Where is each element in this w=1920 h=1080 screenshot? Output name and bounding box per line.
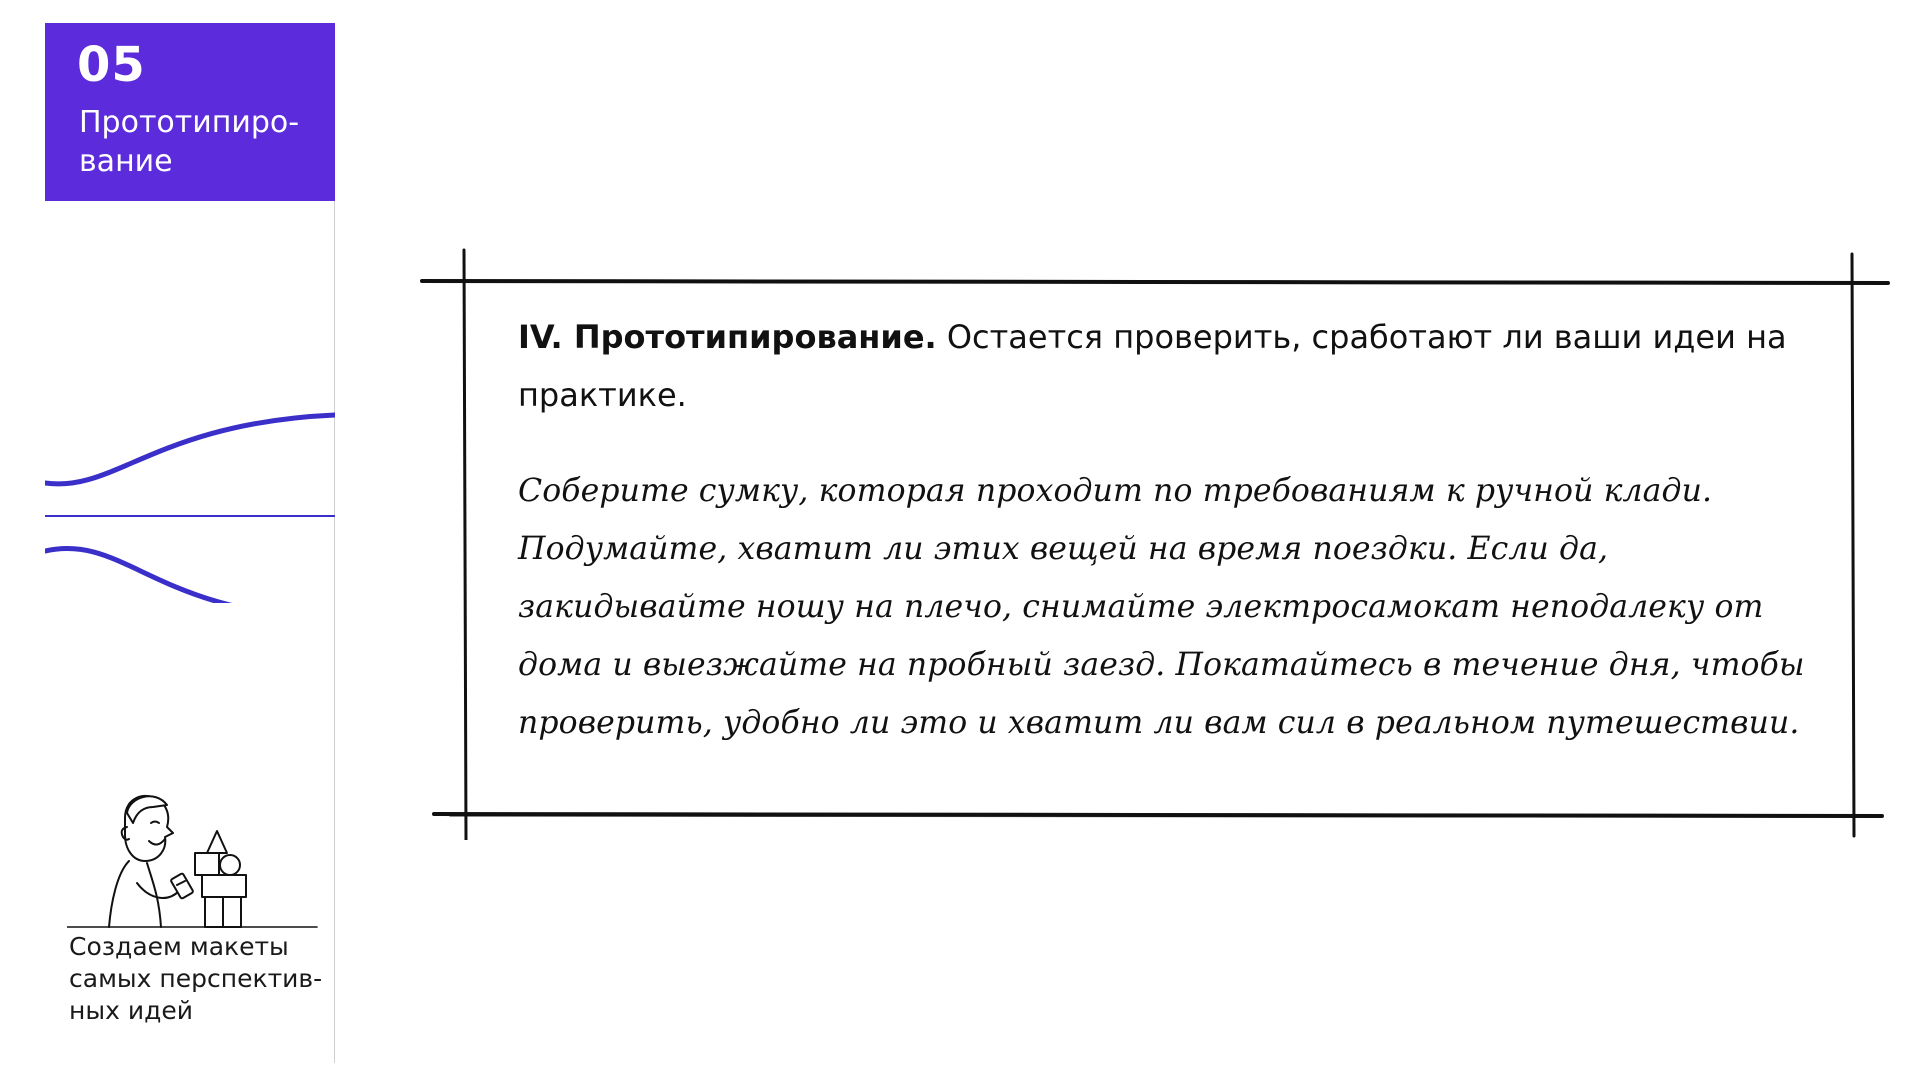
card-content bbox=[518, 308, 1818, 752]
card-heading: IV. Прототипирование. bbox=[518, 318, 937, 356]
step-number: 05 bbox=[77, 37, 146, 93]
step-caption: Создаем макеты самых перспектив-ных идей bbox=[69, 932, 323, 1025]
person-building-blocks-icon bbox=[67, 783, 327, 943]
step-header bbox=[45, 23, 335, 201]
card-intro bbox=[518, 308, 1818, 424]
card-body: Соберите сумку, которая проходит по требованиям к ручной клади. Подумайте, хватит ли этих вещей на время поездки. Если да, закидывайте ношу на плечо, снимайте электросамокат неподалеку от дома и выезжайте на пробный заезд. Покатайтесь в течение дня, чтобы проверить, удобно ли это и хватит ли вам сил в реальном путешествии. bbox=[518, 473, 1805, 741]
card-intro-text: Остается проверить, сработают ли ваши идеи на практике. bbox=[518, 318, 1787, 414]
step-title: Прототипиро-вание bbox=[79, 105, 300, 179]
step-sidebar bbox=[45, 23, 335, 1063]
converging-lines-icon bbox=[45, 383, 335, 603]
